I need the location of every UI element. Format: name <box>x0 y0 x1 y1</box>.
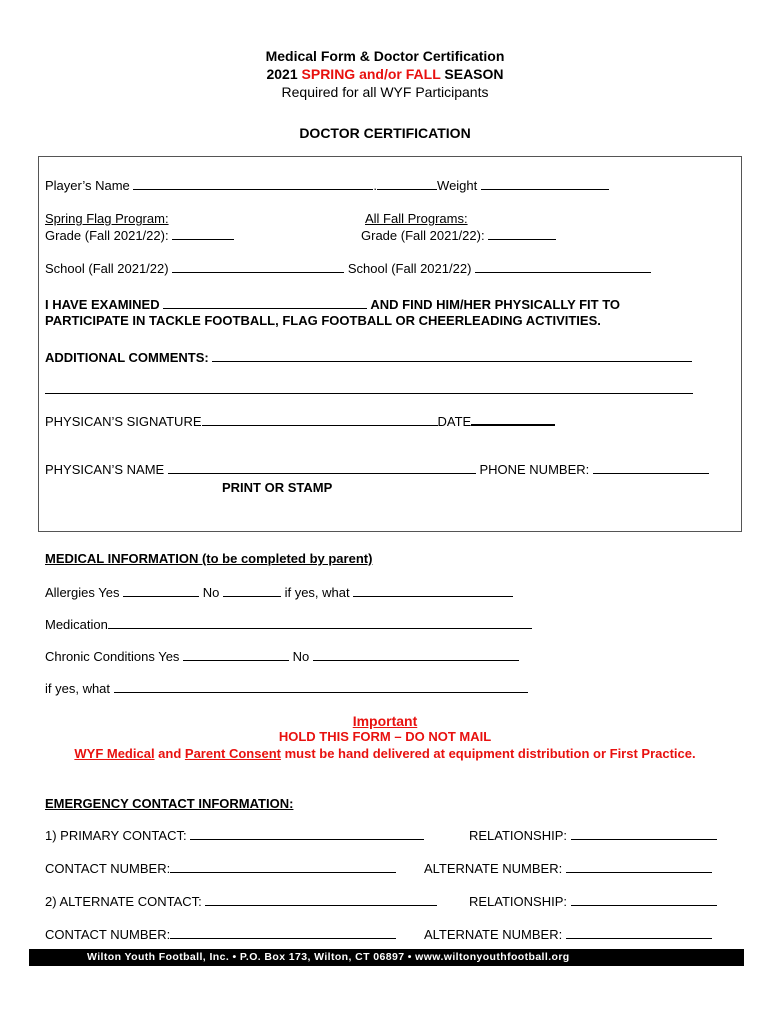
relationship-1-row <box>469 827 717 843</box>
comments-row <box>45 349 692 365</box>
comments-label: ADDITIONAL COMMENTS: <box>45 350 209 365</box>
chronic-row <box>45 648 519 664</box>
chronic-what-row <box>45 680 528 696</box>
relationship-2-label: RELATIONSHIP: <box>469 894 568 909</box>
school-label-left: School (Fall 2021/22) <box>45 261 169 276</box>
primary-contact-label: 1) PRIMARY CONTACT: <box>45 828 187 843</box>
signature-field[interactable] <box>202 413 438 426</box>
weight-field[interactable] <box>481 177 609 190</box>
relationship-1-field[interactable] <box>571 827 717 840</box>
alternate-contact-field[interactable] <box>205 893 437 906</box>
players-name-row <box>45 177 609 193</box>
players-name-field[interactable] <box>133 177 373 190</box>
school-field-left[interactable] <box>172 260 344 273</box>
relationship-2-row <box>469 893 717 909</box>
relationship-1-label: RELATIONSHIP: <box>469 828 568 843</box>
examined-label-c: PARTICIPATE IN TACKLE FOOTBALL, FLAG FOOTBALL OR CHEERLEADING ACTIVITIES. <box>45 313 601 328</box>
spring-grade-label: Grade (Fall 2021/22): <box>45 228 169 243</box>
physician-name-field[interactable] <box>168 461 476 474</box>
contact-number-2-label: CONTACT NUMBER: <box>45 927 171 942</box>
primary-contact-field[interactable] <box>190 827 424 840</box>
date-field[interactable] <box>471 412 555 426</box>
chronic-yes-label: Chronic Conditions Yes <box>45 649 180 664</box>
alt-number-2-row <box>424 926 712 942</box>
alt-number-2-label: ALTERNATE NUMBER: <box>424 927 563 942</box>
alt-number-2-field[interactable] <box>566 926 712 939</box>
relationship-2-field[interactable] <box>571 893 717 906</box>
alt-number-1-label: ALTERNATE NUMBER: <box>424 861 563 876</box>
season-line <box>0 66 770 82</box>
hold-form-notice: HOLD THIS FORM – DO NOT MAIL <box>278 729 492 744</box>
contact-number-2-field[interactable] <box>170 926 396 939</box>
season-year: 2021 <box>266 66 298 82</box>
medication-field[interactable] <box>108 616 532 629</box>
primary-contact-row <box>45 827 424 843</box>
fall-grade-label: Grade (Fall 2021/22): <box>361 228 485 243</box>
chronic-what-label: if yes, what <box>45 681 111 696</box>
season-suffix: SEASON <box>444 66 504 82</box>
phone-field[interactable] <box>593 461 709 474</box>
season-highlight: SPRING and/or FALL <box>301 66 441 82</box>
spring-program-label: Spring Flag Program: <box>45 211 169 226</box>
date-label: DATE <box>437 414 472 429</box>
players-name-dot: . <box>373 178 378 193</box>
alternate-contact-row <box>45 893 437 909</box>
spring-grade-row <box>45 227 234 243</box>
alt-number-1-row <box>424 860 712 876</box>
section-heading-doctor: DOCTOR CERTIFICATION <box>299 125 471 141</box>
comments-line-2 <box>45 381 693 397</box>
parent-consent-text: Parent Consent <box>184 746 281 761</box>
allergies-yes-field[interactable] <box>123 584 199 597</box>
signature-label: PHYSICAN’S SIGNATURE <box>45 414 202 429</box>
contact-number-1-field[interactable] <box>170 860 396 873</box>
players-name-label: Player’s Name <box>45 178 130 193</box>
chronic-what-field[interactable] <box>114 680 528 693</box>
chronic-no-field[interactable] <box>313 648 519 661</box>
allergies-no-label: No <box>202 585 220 600</box>
physician-name-row <box>45 461 709 477</box>
contact-number-1-row <box>45 860 396 876</box>
examined-label-a: I HAVE EXAMINED <box>45 297 160 312</box>
alt-number-1-field[interactable] <box>566 860 712 873</box>
spring-grade-field[interactable] <box>172 227 234 240</box>
fall-grade-field[interactable] <box>488 227 556 240</box>
school-field-right[interactable] <box>475 260 651 273</box>
chronic-yes-field[interactable] <box>183 648 289 661</box>
required-note: Required for all WYF Participants <box>281 84 489 100</box>
wyf-medical-text: WYF Medical <box>74 746 155 761</box>
delivery-rest-text: must be hand delivered at equipment distribution or First Practice. <box>280 746 696 761</box>
important-title: Important <box>352 713 418 729</box>
print-stamp-note: PRINT OR STAMP <box>222 480 333 495</box>
physician-name-label: PHYSICAN’S NAME <box>45 462 165 477</box>
form-title: Medical Form & Doctor Certification <box>265 48 505 64</box>
school-row <box>45 260 651 276</box>
allergies-what-field[interactable] <box>353 584 513 597</box>
allergies-row <box>45 584 513 600</box>
examined-row <box>45 296 620 312</box>
allergies-no-field[interactable] <box>223 584 281 597</box>
emergency-heading: EMERGENCY CONTACT INFORMATION: <box>45 796 294 811</box>
players-name-field-2[interactable] <box>377 177 437 190</box>
medication-label: Medication <box>45 617 108 632</box>
signature-row <box>45 412 555 429</box>
chronic-no-label: No <box>292 649 310 664</box>
contact-number-2-row <box>45 926 396 942</box>
examined-label-b: AND FIND HIM/HER PHYSICALLY FIT TO <box>370 297 621 312</box>
medication-row <box>45 616 532 632</box>
footer-text: Wilton Youth Football, Inc. • P.O. Box 173, Wilton, CT 06897 • www.wiltonyouthfootball.org <box>87 951 570 963</box>
delivery-notice <box>0 746 770 761</box>
fall-grade-row <box>361 227 556 243</box>
medical-heading: MEDICAL INFORMATION (to be completed by parent) <box>45 551 373 566</box>
comments-field[interactable] <box>212 349 692 362</box>
contact-number-1-label: CONTACT NUMBER: <box>45 861 171 876</box>
fall-program-label: All Fall Programs: <box>365 211 468 226</box>
allergies-what-label: if yes, what <box>284 585 350 600</box>
comments-field-2[interactable] <box>45 381 693 394</box>
footer-bar <box>29 949 744 966</box>
and-text: and <box>154 746 185 761</box>
school-label-right: School (Fall 2021/22) <box>347 261 472 276</box>
allergies-yes-label: Allergies Yes <box>45 585 120 600</box>
examined-name-field[interactable] <box>163 296 367 309</box>
phone-label: PHONE NUMBER: <box>479 462 590 477</box>
weight-label: Weight <box>437 178 478 193</box>
alternate-contact-label: 2) ALTERNATE CONTACT: <box>45 894 202 909</box>
